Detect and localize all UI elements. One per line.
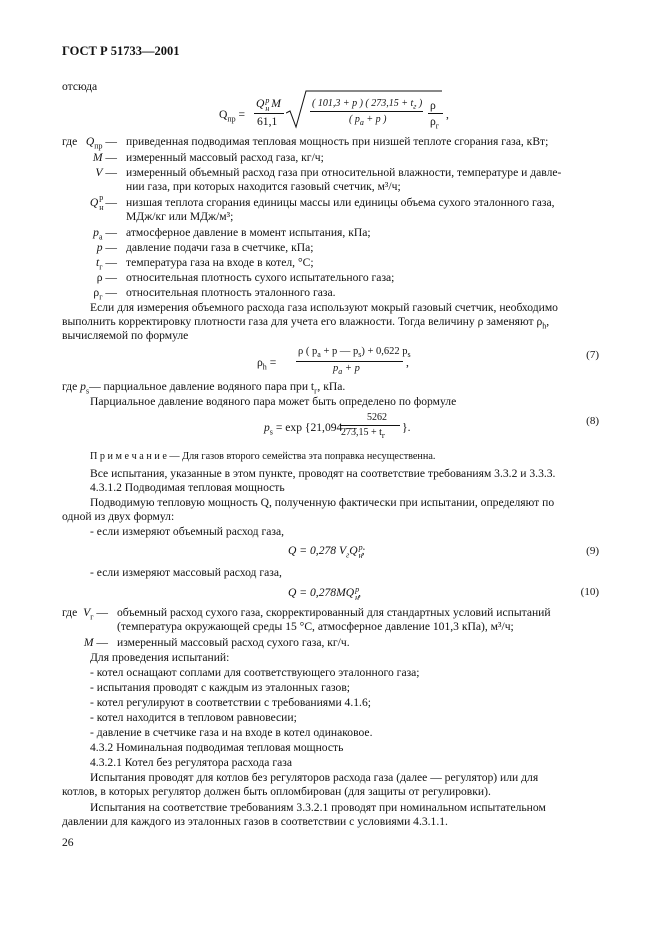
section-4-3-2-1-heading: 4.3.2.1 Котел без регулятора расхода газа: [90, 756, 292, 769]
para1-line3: вычисляемой по формуле: [62, 329, 189, 342]
eq1-root-den: ( $p_а + p$ ): [349, 114, 387, 127]
def-text-v-cont: нии газа, при которых находится газовый счетчик, м³/ч;: [126, 180, 401, 193]
eq8-numerator: 5262: [367, 412, 387, 423]
page-number: 26: [62, 836, 74, 849]
eq1-coef-fraction-bar: [254, 113, 284, 114]
eq8-number: (8): [586, 415, 599, 427]
def-text-qpr: приведенная подводимая тепловая мощность при низшей теплоте сгорания газа, кВт;: [126, 135, 549, 148]
section-4-3-1-2-heading: 4.3.1.2 Подводимая тепловая мощность: [90, 481, 285, 494]
para4-line2: одной из двух формул:: [62, 510, 175, 523]
eq8-lhs: $p_s = \exp \{21,094$ —: [264, 421, 357, 437]
def-term-p: p —: [96, 241, 117, 254]
list-intro: Для проведения испытаний:: [90, 651, 230, 664]
eq7-numerator: ρ ( $p_а + p$ — $p_s) + 0,622$ $p_s$: [298, 346, 411, 360]
def-text-rhog: относительная плотность эталонного газа.: [126, 286, 336, 299]
def-text-p: давление подачи газа в счетчике, кПа;: [126, 241, 314, 254]
def-ps: где $p_s—$ парциальное давление водяного пара при $t_г$, кПа.: [62, 380, 346, 396]
where-label-2: где: [62, 606, 78, 619]
where-label: где: [62, 135, 78, 148]
intro-text: отсюда: [62, 80, 98, 93]
def-term-qnr: Q р н —: [89, 193, 117, 212]
list-item: - котел находится в тепловом равновесии;: [90, 711, 297, 724]
def-text-m: измеренный массовый расход газа, кг/ч;: [126, 151, 324, 164]
eq7-comma: ,: [406, 356, 409, 369]
eq1-comma: ,: [446, 108, 449, 121]
def-text-m2: измеренный массовый расход сухого газа, кг/ч.: [117, 636, 350, 649]
eq7-number: (7): [586, 349, 599, 361]
eq9-formula: Q = 0,278 $V_гQ$ р н;: [288, 543, 366, 560]
eq1-coef-den: 61,1: [257, 115, 278, 128]
eq8-end: }.: [402, 421, 411, 434]
eq7-fraction-bar: [296, 361, 403, 362]
eq7-lhs: $\rho_h$ =: [257, 356, 277, 372]
def-text-rho: относительная плотность сухого испытательного газа;: [126, 271, 395, 284]
list-item: - давление в счетчике газа и на входе в котел одинаковое.: [90, 726, 373, 739]
para1-line2: выполнить корректировку плотности газа для учета его влажности. Тогда величину ρ заменяют $\rho_h$,: [62, 315, 550, 331]
def-term-m2: M —: [83, 636, 108, 649]
document-header: ГОСТ Р 51733—2001: [62, 44, 180, 58]
def-term-tg: $t_г$ —: [95, 256, 117, 272]
para2: Парциальное давление водяного пара может быть определено по формуле: [90, 395, 457, 408]
def-text-v: измеренный объемный расход газа при относительной влажности, температуре и давле-: [126, 166, 562, 179]
eq8-denominator: $273,15 + t_г$: [341, 427, 386, 440]
para5-line2: котлов, в которых регулятор должен быть опломбирован (для защиты от регулировки).: [62, 785, 491, 798]
note: П р и м е ч а н и е — Для газов второго семейства эта поправка несущественна.: [90, 451, 436, 462]
para6-line1: Испытания на соответствие требованиям 3.3.2.1 проводят при номинальном испытательном: [90, 801, 546, 814]
eq1-rho-fraction-bar: [428, 113, 443, 114]
case-mass: - если измеряют массовый расход газа,: [90, 566, 282, 579]
def-term-vg: $V_г$ —: [83, 606, 108, 622]
eq10-formula: Q = 0,278MQ р н,: [288, 585, 361, 602]
def-text-tg: температура газа на входе в котел, °С;: [126, 256, 314, 269]
para3: Все испытания, указанные в этом пункте, проводят на соответствие требованиям 3.3.2 и 3.3.3.: [90, 467, 556, 480]
def-text-vg-cont: (температура окружающей среды 15 °С, атмосферное давление 101,3 кПа), м³/ч;: [117, 620, 514, 633]
list-item: - испытания проводят с каждым из эталонных газов;: [90, 681, 351, 694]
eq1-root-fraction-bar: [310, 111, 423, 112]
def-text-vg: объемный расход сухого газа, скорректированный для стандартных условий испытаний: [117, 606, 551, 619]
def-term-rho: ρ —: [96, 271, 117, 284]
eq1-lhs: $Q_{пр}$ =: [219, 108, 246, 124]
list-item: - котел оснащают соплами для соответствующего эталонного газа;: [90, 666, 420, 679]
para4-line1: Подводимую тепловую мощность Q, полученную фактически при испытании, определяют по: [90, 496, 555, 509]
eq1-root-num: ( 101,3 + p ) ( $273,15 + t_г$ ): [312, 98, 423, 111]
eq10-number: (10): [580, 586, 599, 598]
eq9-number: (9): [586, 545, 599, 557]
def-text-qnr: низшая теплота сгорания единицы массы или единицы объема сухого эталонного газа,: [126, 196, 555, 209]
def-text-pa: атмосферное давление в момент испытания, кПа;: [126, 226, 371, 239]
para1-line1: Если для измерения объемного расхода газа используют мокрый газовый счетчик, необходимо: [90, 301, 558, 314]
def-term-v: V —: [95, 166, 117, 179]
list-item: - котел регулируют в соответствии с требованиями 4.1.6;: [90, 696, 371, 709]
def-term-m: M —: [92, 151, 117, 164]
def-term-pa: $p_а$ —: [93, 226, 117, 242]
para6-line2: давлении для каждого из эталонных газов в соответствии с условиями 4.3.1.1.: [62, 815, 448, 828]
case-volumetric: - если измеряют объемный расход газа,: [90, 525, 284, 538]
def-term-rhog: $\rho_г$ —: [93, 286, 117, 302]
section-4-3-2-heading: 4.3.2 Номинальная подводимая тепловая мощность: [90, 741, 344, 754]
para5-line1: Испытания проводят для котлов без регуляторов расхода газа (далее — регулятор) или для: [90, 771, 539, 784]
def-term-qpr: $Q_{пр}$ —: [85, 135, 117, 151]
def-text-qnr-cont: МДж/кг или МДж/м³;: [126, 210, 234, 223]
eq7-denominator: $p_а + p$: [333, 363, 360, 377]
eq1-rho-num: ρ: [430, 99, 436, 112]
eq1-coef-num: Q р н M: [256, 96, 281, 113]
eq1-rho-den: $\rho_г$: [430, 115, 440, 131]
eq8-fraction-bar: [340, 425, 400, 426]
